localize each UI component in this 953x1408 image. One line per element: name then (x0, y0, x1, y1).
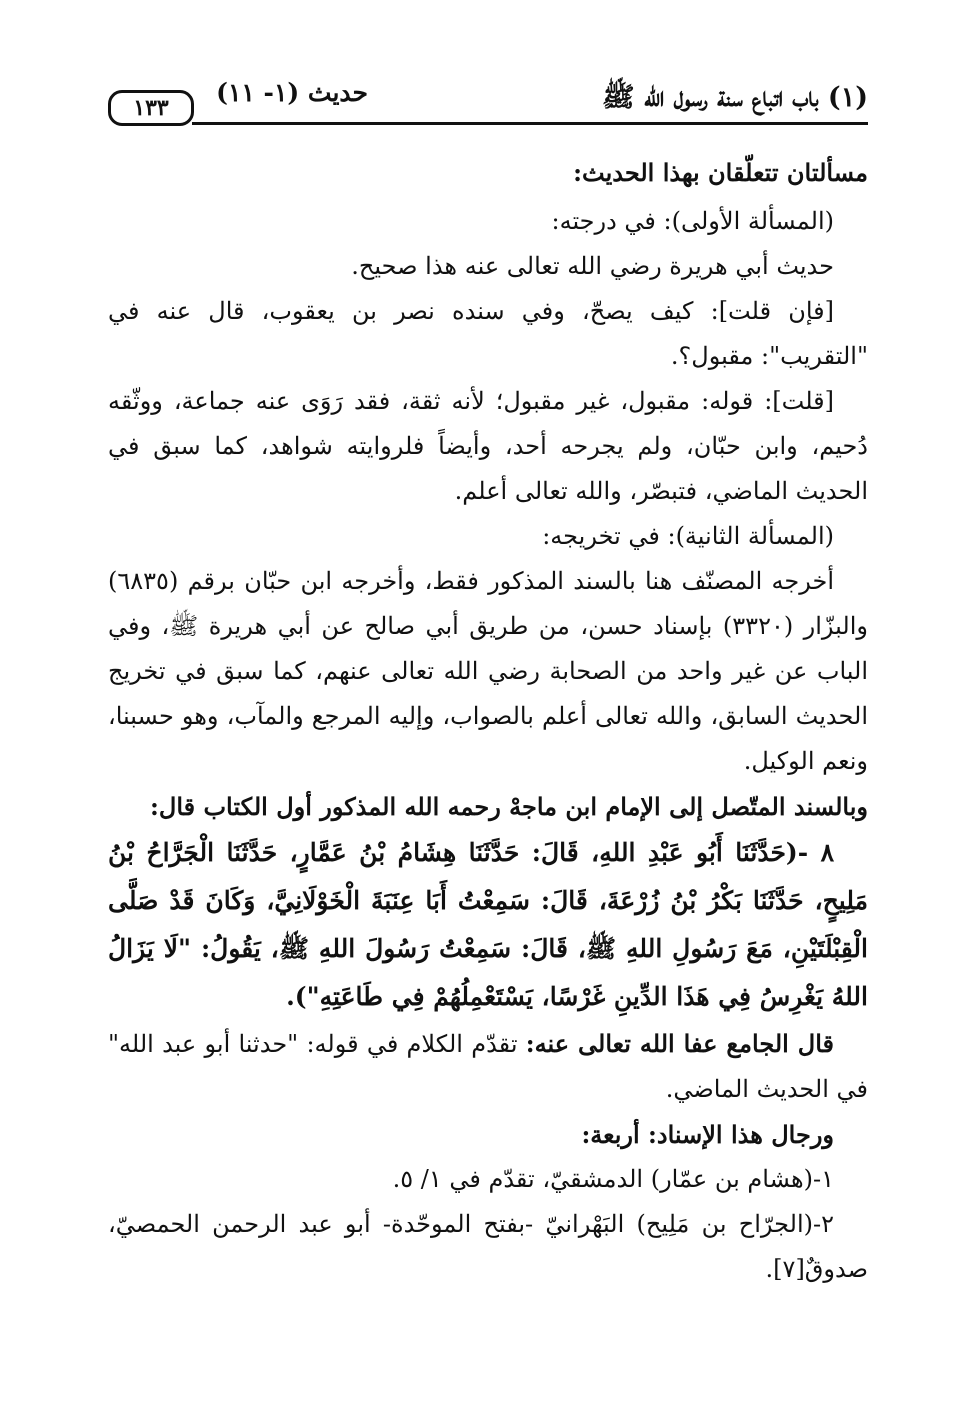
issue2-title: (المسألة الثانية): في تخريجه: (542, 522, 834, 550)
header-rule (192, 122, 868, 125)
issue1-title: (المسألة الأولى): في درجته: (551, 207, 834, 235)
chapter-title: (١) باب اتباع سنة رسول الله ﷺ (602, 82, 868, 113)
issue1-text: حديث أبي هريرة رضي الله تعالى عنه هذا صحيح. (351, 252, 834, 280)
isnad-heading: وبالسند المتّصل إلى الإمام ابن ماجهْ رحمه الله المذكور أول الكتاب قال: (150, 792, 868, 821)
jami-comment (108, 1021, 868, 1112)
answer-paragraph: [قلت]: قوله: مقبول، غير مقبول؛ لأنه ثقة، فقد رَوَى عنه جماعة، ووثّقه دُحيم، وابن حبّان، ولم يجرحه أحد، وأيضاً فلروايته شواهد، كما سبق في الحديث الماضي، فتبصّر، والله تعالى أعلم. (108, 387, 868, 505)
hadith-text: ٨ -(حَدَّثَنَا أَبُو عَبْدِ اللهِ، قَالَ: حَدَّثَنَا هِشَامُ بْنُ عَمَّارٍ، حَدَّثَنَا الْجَرَّاحُ بْنُ مَلِيحٍ، حَدَّثَنَا بَكْرُ بْنُ زُرْعَةَ، قَالَ: سَمِعْتُ أَبَا عِنَبَةَ الْخَوْلَانِيَّ، وَكَانَ قَدْ صَلَّى الْقِبْلَتَيْنِ، مَعَ رَسُولِ اللهِ ﷺ، قَالَ: سَمِعْتُ رَسُولَ اللهِ ﷺ، يَقُولُ: "لَا يَزَالُ اللهُ يَغْرِسُ فِي هَذَا الدِّينِ غَرْسًا، يَسْتَعْمِلُهُمْ فِي طَاعَتِهِ"). (108, 838, 868, 1011)
jami-comment-lead: قال الجامع عفا الله تعالى عنه: (525, 1029, 835, 1058)
page-number: ١٣٣ (108, 90, 194, 126)
running-header (108, 78, 868, 124)
hadith-range: حديث (١- ١١) (216, 78, 368, 107)
narrator-item: ٢-(الجرّاح بن مَلِيح) البَهْرانيّ -بفتح الموحّدة- أبو عبد الرحمن الحمصيّ، صدوقٌ[٧]. (108, 1210, 868, 1283)
jami-comment-rest: تقدّم الكلام في قوله: "حدثنا أبو عبد الله" في الحديث الماضي. (108, 1030, 868, 1103)
narrators-heading: ورجال هذا الإسناد: أربعة: (581, 1120, 834, 1149)
issues-heading: مسألتان تتعلّقان بهذا الحديث: (573, 158, 868, 187)
issue2-text: أخرجه المصنّف هنا بالسند المذكور فقط، وأخرجه ابن حبّان برقم (٦٨٣٥) والبزّار (٣٣٢٠) بإسناد حسن، من طريق أبي صالح عن أبي هريرة ﷺ، وفي الباب عن غير واحد من الصحابة رضي الله تعالى عنهم، كما سبق في تخريج الحديث السابق، والله تعالى أعلم بالصواب، وإليه المرجع والمآب، وهو حسبنا، ونعم الوكيل. (108, 567, 868, 775)
question-paragraph: [فإن قلت]: كيف يصحّ، وفي سنده نصر بن يعقوب، قال عنه في "التقريب": مقبول؟. (108, 297, 868, 370)
narrator-item: ١-(هشام بن عمّار) الدمشقيّ، تقدّم في ١/ ٥. (392, 1165, 834, 1193)
page-body (108, 150, 868, 1292)
